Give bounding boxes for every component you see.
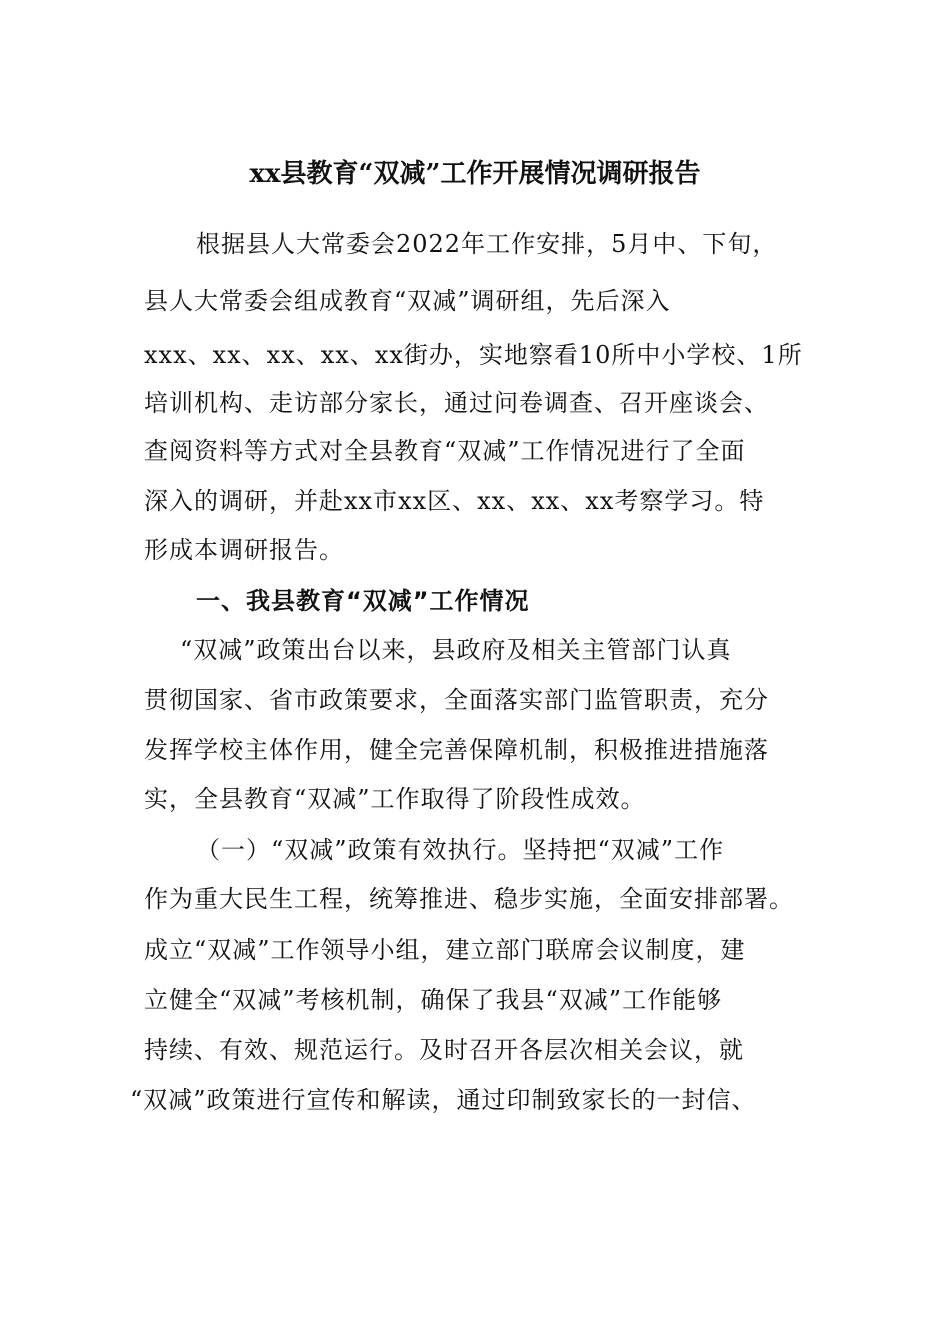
paragraph-line: （一）“双减”政策有效执行。坚持把“双减”工作: [196, 836, 725, 864]
document-title: xx县教育“双减”工作开展情况调研报告: [249, 159, 701, 189]
paragraph-line: 成立“双减”工作领导小组，建立部门联席会议制度，建: [144, 936, 746, 964]
paragraph-line: 根据县人大常委会2022年工作安排，5月中、下旬，: [196, 230, 778, 258]
paragraph-line: 县人大常委会组成教育“双减”调研组，先后深入: [144, 287, 671, 315]
paragraph-line: 发挥学校主体作用，健全完善保障机制，积极推进措施落: [144, 736, 769, 764]
paragraph-line: 作为重大民生工程，统筹推进、稳步实施，全面安排部署。: [144, 885, 794, 913]
paragraph-line: 查阅资料等方式对全县教育“双减”工作情况进行了全面: [144, 437, 746, 465]
paragraph-line: 形成本调研报告。: [144, 536, 344, 564]
paragraph-line: “双减”政策出台以来，县政府及相关主管部门认真: [180, 636, 732, 664]
section-heading: 一、我县教育“双减”工作情况: [196, 587, 530, 615]
paragraph-line: “双减”政策进行宣传和解读，通过印制致家长的一封信、: [130, 1086, 757, 1114]
paragraph-line: 持续、有效、规范运行。及时召开各层次相关会议，就: [144, 1036, 744, 1064]
paragraph-line: 实，全县教育“双减”工作取得了阶段性成效。: [144, 785, 646, 813]
paragraph-line: 贯彻国家、省市政策要求，全面落实部门监管职责，充分: [144, 686, 769, 714]
paragraph-line: xxx、xx、xx、xx、xx街办，实地察看10所中小学校、1所: [144, 341, 803, 369]
paragraph-line: 深入的调研，并赴xx市xx区、xx、xx、xx考察学习。特: [144, 487, 765, 515]
paragraph-line: 培训机构、走访部分家长，通过问卷调查、召开座谈会、: [144, 389, 769, 417]
paragraph-line: 立健全“双减”考核机制，确保了我县“双减”工作能够: [144, 986, 723, 1014]
